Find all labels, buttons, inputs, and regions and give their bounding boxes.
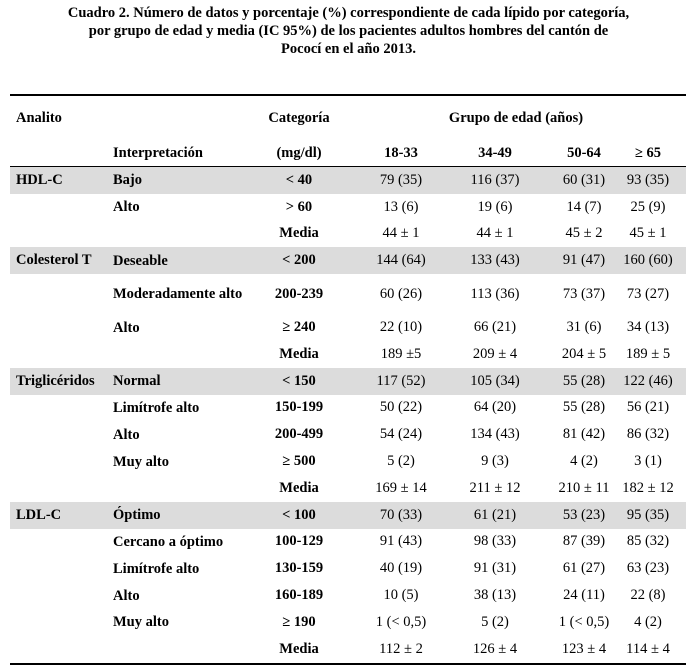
analito-cell: Triglicéridos bbox=[16, 372, 95, 389]
interpretacion-cell: Bajo bbox=[113, 172, 142, 189]
value-cell-18-33: 144 (64) bbox=[376, 252, 426, 269]
value-cell-65-plus: 73 (27) bbox=[626, 285, 670, 302]
header-row-2 bbox=[10, 140, 686, 166]
categoria-cell: < 100 bbox=[282, 506, 316, 523]
analito-cell: Colesterol T bbox=[16, 252, 92, 269]
interpretacion-cell: Óptimo bbox=[113, 507, 161, 524]
value-cell-34-49: 126 ± 4 bbox=[472, 640, 518, 657]
value-cell-18-33: 10 (5) bbox=[383, 587, 419, 604]
value-cell-34-49: 134 (43) bbox=[470, 426, 520, 443]
interpretacion-cell: Alto bbox=[113, 426, 140, 443]
value-cell-50-64: 53 (23) bbox=[562, 506, 606, 523]
value-cell-18-33: 117 (52) bbox=[376, 372, 426, 389]
categoria-cell: 130-159 bbox=[274, 560, 324, 577]
value-cell-65-plus: 63 (23) bbox=[626, 560, 670, 577]
table-row bbox=[10, 582, 686, 609]
value-cell-50-64: 91 (47) bbox=[562, 252, 606, 269]
value-cell-34-49: 113 (36) bbox=[470, 285, 520, 302]
categoria-cell: Media bbox=[279, 225, 319, 242]
value-cell-50-64: 73 (37) bbox=[562, 285, 606, 302]
value-cell-18-33: 189 ±5 bbox=[380, 345, 422, 362]
value-cell-50-64: 60 (31) bbox=[562, 171, 606, 188]
table-row bbox=[10, 448, 686, 475]
interpretacion-cell: Muy alto bbox=[113, 453, 169, 470]
value-cell-50-64: 87 (39) bbox=[562, 533, 606, 550]
interpretacion-cell bbox=[113, 221, 253, 248]
categoria-cell: 160-189 bbox=[274, 587, 324, 604]
header-age-1: 18-33 bbox=[384, 144, 418, 161]
value-cell-65-plus: 182 ± 12 bbox=[622, 479, 674, 496]
value-cell-34-49: 64 (20) bbox=[473, 399, 517, 416]
value-cell-18-33: 13 (6) bbox=[383, 198, 419, 215]
analito-cell bbox=[16, 341, 112, 368]
header-age-3: 50-64 bbox=[567, 144, 601, 161]
analito-cell bbox=[16, 475, 112, 502]
value-cell-65-plus: 93 (35) bbox=[626, 171, 670, 188]
value-cell-18-33: 1 (< 0,5) bbox=[375, 613, 427, 630]
categoria-cell: ≥ 240 bbox=[282, 319, 316, 336]
header-age-2: 34-49 bbox=[478, 144, 512, 161]
categoria-cell: > 60 bbox=[285, 198, 313, 215]
caption-line-2: por grupo de edad y media (IC 95%) de los pacientes adultos hombres del cantón de bbox=[88, 23, 609, 39]
header-row-1 bbox=[10, 96, 686, 140]
value-cell-34-49: 38 (13) bbox=[473, 587, 517, 604]
value-cell-65-plus: 122 (46) bbox=[623, 372, 673, 389]
categoria-cell: Media bbox=[279, 345, 319, 362]
analito-cell bbox=[16, 421, 112, 448]
value-cell-18-33: 60 (26) bbox=[379, 285, 423, 302]
value-cell-34-49: 5 (2) bbox=[481, 613, 509, 630]
value-cell-18-33: 22 (10) bbox=[379, 319, 423, 336]
header-age-4: ≥ 65 bbox=[634, 144, 662, 161]
value-cell-18-33: 70 (33) bbox=[379, 506, 423, 523]
analito-cell bbox=[16, 221, 112, 248]
value-cell-18-33: 112 ± 2 bbox=[379, 640, 423, 657]
value-cell-65-plus: 56 (21) bbox=[626, 399, 670, 416]
value-cell-34-49: 66 (21) bbox=[473, 319, 517, 336]
value-cell-18-33: 169 ± 14 bbox=[375, 479, 427, 496]
categoria-cell: 100-129 bbox=[274, 533, 324, 550]
value-cell-50-64: 204 ± 5 bbox=[561, 345, 607, 362]
table-row bbox=[10, 636, 686, 663]
categoria-cell: Media bbox=[279, 640, 319, 657]
lipid-table bbox=[10, 94, 686, 665]
table-row bbox=[10, 555, 686, 582]
table-row bbox=[10, 194, 686, 221]
analito-cell bbox=[16, 448, 112, 475]
value-cell-34-49: 209 ± 4 bbox=[472, 345, 518, 362]
value-cell-18-33: 79 (35) bbox=[379, 171, 423, 188]
value-cell-65-plus: 85 (32) bbox=[626, 533, 670, 550]
interpretacion-cell: Deseable bbox=[113, 252, 168, 269]
table-row bbox=[10, 247, 686, 274]
analito-cell bbox=[16, 274, 112, 314]
value-cell-18-33: 91 (43) bbox=[379, 533, 423, 550]
value-cell-34-49: 105 (34) bbox=[470, 372, 520, 389]
value-cell-50-64: 24 (11) bbox=[563, 587, 605, 604]
value-cell-65-plus: 22 (8) bbox=[630, 587, 666, 604]
table-row bbox=[10, 221, 686, 248]
table-row bbox=[10, 529, 686, 556]
analito-cell: LDL-C bbox=[16, 506, 62, 523]
value-cell-65-plus: 114 ± 4 bbox=[626, 640, 670, 657]
value-cell-50-64: 81 (42) bbox=[562, 426, 606, 443]
value-cell-50-64: 31 (6) bbox=[566, 319, 602, 336]
table-row bbox=[10, 502, 686, 529]
value-cell-50-64: 1 (< 0,5) bbox=[558, 613, 610, 630]
value-cell-34-49: 44 ± 1 bbox=[476, 225, 514, 242]
interpretacion-cell: Cercano a óptimo bbox=[113, 533, 224, 550]
table-row bbox=[10, 314, 686, 341]
value-cell-65-plus: 3 (1) bbox=[634, 453, 662, 470]
interpretacion-cell bbox=[113, 341, 253, 368]
value-cell-65-plus: 160 (60) bbox=[623, 252, 673, 269]
analito-cell bbox=[16, 555, 112, 582]
table-row bbox=[10, 395, 686, 422]
value-cell-65-plus: 86 (32) bbox=[626, 426, 670, 443]
analito-cell bbox=[16, 314, 112, 341]
header-categoria: Categoría bbox=[268, 109, 330, 126]
interpretacion-cell: Alto bbox=[113, 199, 140, 216]
analito-cell bbox=[16, 609, 112, 636]
value-cell-65-plus: 4 (2) bbox=[634, 613, 662, 630]
value-cell-34-49: 133 (43) bbox=[470, 252, 520, 269]
table-row bbox=[10, 609, 686, 636]
value-cell-65-plus: 25 (9) bbox=[630, 198, 666, 215]
caption-line-3: Pococí en el año 2013. bbox=[281, 41, 416, 57]
analito-cell bbox=[16, 582, 112, 609]
interpretacion-cell: Normal bbox=[113, 373, 161, 390]
table-row bbox=[10, 368, 686, 395]
value-cell-50-64: 4 (2) bbox=[570, 453, 598, 470]
categoria-cell: ≥ 500 bbox=[282, 453, 316, 470]
value-cell-50-64: 61 (27) bbox=[562, 560, 606, 577]
table-row bbox=[10, 421, 686, 448]
categoria-cell: 150-199 bbox=[274, 399, 324, 416]
value-cell-65-plus: 189 ± 5 bbox=[625, 345, 671, 362]
categoria-cell: 200-499 bbox=[274, 426, 324, 443]
table-body bbox=[10, 167, 686, 663]
header-grupo-edad: Grupo de edad (años) bbox=[448, 109, 584, 126]
value-cell-34-49: 211 ± 12 bbox=[469, 479, 521, 496]
header-analito: Analito bbox=[16, 109, 62, 126]
header-interpretacion: Interpretación bbox=[113, 145, 203, 161]
analito-cell: HDL-C bbox=[16, 171, 63, 188]
value-cell-50-64: 55 (28) bbox=[562, 372, 606, 389]
analito-cell bbox=[16, 636, 112, 663]
table-row bbox=[10, 475, 686, 502]
value-cell-34-49: 19 (6) bbox=[477, 198, 513, 215]
value-cell-50-64: 45 ± 2 bbox=[565, 225, 603, 242]
analito-cell bbox=[16, 194, 112, 221]
caption-line-1: Cuadro 2. Número de datos y porcentaje (%) correspondiente de cada lípido por categoría, bbox=[67, 5, 630, 21]
value-cell-18-33: 5 (2) bbox=[387, 453, 415, 470]
table-caption bbox=[0, 4, 697, 58]
categoria-cell: < 150 bbox=[282, 372, 316, 389]
value-cell-34-49: 98 (33) bbox=[473, 533, 517, 550]
interpretacion-cell bbox=[113, 475, 253, 502]
analito-cell bbox=[16, 529, 112, 556]
categoria-cell: < 200 bbox=[282, 252, 316, 269]
categoria-cell: Media bbox=[279, 479, 319, 496]
interpretacion-cell: Limítrofe alto bbox=[113, 560, 200, 577]
interpretacion-cell: Moderadamente alto bbox=[113, 286, 243, 303]
value-cell-65-plus: 34 (13) bbox=[626, 319, 670, 336]
interpretacion-cell: Alto bbox=[113, 587, 140, 604]
value-cell-50-64: 210 ± 11 bbox=[558, 479, 610, 496]
value-cell-34-49: 9 (3) bbox=[481, 453, 509, 470]
interpretacion-cell bbox=[113, 636, 253, 663]
value-cell-34-49: 91 (31) bbox=[473, 560, 517, 577]
table-row bbox=[10, 341, 686, 368]
header-unidad: (mg/dl) bbox=[276, 144, 322, 161]
value-cell-50-64: 55 (28) bbox=[562, 399, 606, 416]
value-cell-18-33: 44 ± 1 bbox=[382, 225, 420, 242]
categoria-cell: ≥ 190 bbox=[282, 613, 316, 630]
value-cell-18-33: 54 (24) bbox=[379, 426, 423, 443]
value-cell-18-33: 50 (22) bbox=[379, 399, 423, 416]
value-cell-65-plus: 95 (35) bbox=[626, 506, 670, 523]
value-cell-50-64: 14 (7) bbox=[566, 198, 602, 215]
value-cell-34-49: 61 (21) bbox=[473, 506, 517, 523]
value-cell-34-49: 116 (37) bbox=[470, 171, 520, 188]
interpretacion-cell: Muy alto bbox=[113, 614, 169, 631]
value-cell-50-64: 123 ± 4 bbox=[561, 640, 607, 657]
interpretacion-cell: Alto bbox=[113, 319, 140, 336]
interpretacion-cell: Limítrofe alto bbox=[113, 399, 200, 416]
table-row bbox=[10, 167, 686, 194]
value-cell-65-plus: 45 ± 1 bbox=[629, 225, 667, 242]
table-row bbox=[10, 274, 686, 314]
analito-cell bbox=[16, 395, 112, 422]
value-cell-18-33: 40 (19) bbox=[379, 560, 423, 577]
categoria-cell: < 40 bbox=[285, 171, 313, 188]
categoria-cell: 200-239 bbox=[274, 285, 324, 302]
